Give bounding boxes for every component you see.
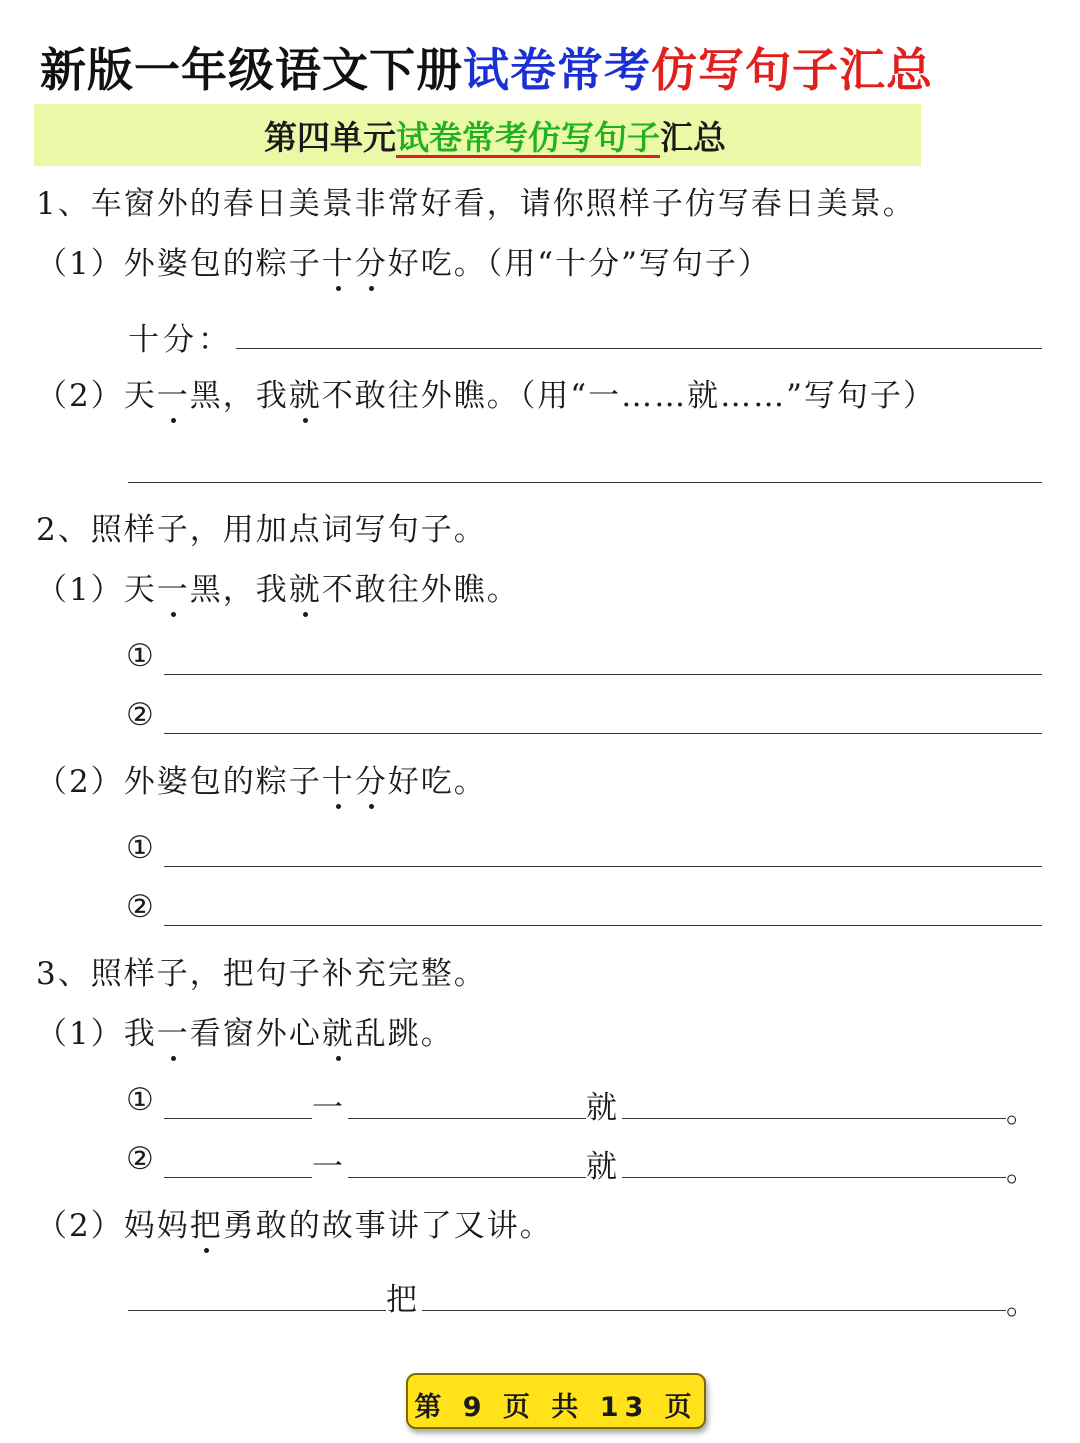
q2-sub1-text-mid: 黑，我 <box>189 572 289 608</box>
q1-sub2-num: （2） <box>36 378 124 414</box>
answer-line[interactable] <box>164 925 1042 926</box>
answer-blank[interactable] <box>622 1118 1006 1119</box>
sentence-end: 。 <box>1006 1286 1037 1322</box>
answer-line[interactable] <box>128 482 1042 483</box>
subtitle-highlight: 试卷常考仿写句子 <box>396 118 660 157</box>
emphasis-char: 就 <box>289 370 322 415</box>
page-title <box>40 34 933 100</box>
emphasis-char: 一 <box>157 370 190 415</box>
answer-blank[interactable] <box>348 1177 586 1178</box>
answer-line[interactable] <box>236 348 1042 349</box>
emphasis-char: 就 <box>322 1008 355 1053</box>
answer-mark: ② <box>126 1141 154 1177</box>
answer-mark: ② <box>126 889 154 925</box>
q3-sub2-text-end: 勇敢的故事讲了又讲。 <box>222 1208 553 1244</box>
subtitle-suffix: 汇总 <box>660 118 726 157</box>
q1-answer-label: 十分： <box>128 322 233 358</box>
q1-heading: 1、车窗外的春日美景非常好看，请你照样子仿写春日美景。 <box>36 186 916 222</box>
q1-sub2-text-end: 不敢往外瞧。（用“一……就……”写句子） <box>321 378 936 414</box>
q2-sub1-num: （1） <box>36 572 124 608</box>
q3-sub1-text: 我 <box>123 1016 157 1052</box>
emphasis-char: 分 <box>355 238 388 283</box>
q1-sub2-text-mid: 黑，我 <box>189 378 289 414</box>
answer-blank[interactable] <box>164 1118 312 1119</box>
answer-line[interactable] <box>164 866 1042 867</box>
q2-sub1 <box>36 564 520 609</box>
sentence-end: 。 <box>1006 1153 1037 1189</box>
answer-line[interactable] <box>164 674 1042 675</box>
sentence-end: 。 <box>1006 1094 1037 1130</box>
q3-sub1-text-mid: 看窗外心 <box>189 1016 322 1052</box>
answer-blank[interactable] <box>128 1310 386 1311</box>
q2-heading: 2、照样子，用加点词写句子。 <box>36 512 487 548</box>
word-ba: 把 <box>386 1282 417 1318</box>
q2-sub1-text: 天 <box>123 572 157 608</box>
emphasis-char: 分 <box>355 756 388 801</box>
q1-sub1-num: （1） <box>36 246 124 282</box>
emphasis-char: 就 <box>289 564 322 609</box>
answer-mark: ② <box>126 697 154 733</box>
word-jiu: 就 <box>586 1090 617 1126</box>
q2-sub1-text-end: 不敢往外瞧。 <box>321 572 520 608</box>
q3-sub2-num: （2） <box>36 1208 124 1244</box>
word-yi: 一 <box>312 1090 343 1126</box>
q1-sub2-text: 天 <box>123 378 157 414</box>
q2-sub2 <box>36 756 487 801</box>
q3-heading: 3、照样子，把句子补充完整。 <box>36 956 487 992</box>
q1-sub2 <box>36 370 936 415</box>
q2-sub2-text-end: 好吃。 <box>387 764 487 800</box>
word-yi: 一 <box>312 1149 343 1185</box>
q1-sub1-text: 外婆包的粽子 <box>123 246 322 282</box>
title-part3: 仿写句子汇总 <box>651 43 933 97</box>
emphasis-char: 把 <box>190 1200 223 1245</box>
emphasis-char: 一 <box>157 1008 190 1053</box>
answer-mark: ① <box>126 1082 154 1118</box>
subtitle-prefix: 第四单元 <box>264 118 396 157</box>
q2-sub2-text: 外婆包的粽子 <box>123 764 322 800</box>
title-part2: 试卷常考 <box>463 43 651 97</box>
title-part1: 新版一年级语文下册 <box>40 43 463 97</box>
subtitle <box>264 112 726 159</box>
q2-sub2-num: （2） <box>36 764 124 800</box>
emphasis-char: 十 <box>322 238 355 283</box>
q1-sub1-text-end: 好吃。（用“十分”写句子） <box>387 246 771 282</box>
answer-line[interactable] <box>164 733 1042 734</box>
emphasis-char: 十 <box>322 756 355 801</box>
q3-sub1 <box>36 1008 454 1053</box>
q3-sub1-text-end: 乱跳。 <box>354 1016 454 1052</box>
q3-sub2 <box>36 1200 553 1245</box>
answer-mark: ① <box>126 638 154 674</box>
answer-blank[interactable] <box>422 1310 1006 1311</box>
word-jiu: 就 <box>586 1149 617 1185</box>
q3-sub1-num: （1） <box>36 1016 124 1052</box>
answer-blank[interactable] <box>164 1177 312 1178</box>
page-counter: 第 9 页 共 13 页 <box>414 1392 698 1423</box>
answer-mark: ① <box>126 830 154 866</box>
answer-blank[interactable] <box>348 1118 586 1119</box>
q3-sub2-text: 妈妈 <box>123 1208 190 1244</box>
q1-sub1 <box>36 238 771 283</box>
answer-blank[interactable] <box>622 1177 1006 1178</box>
emphasis-char: 一 <box>157 564 190 609</box>
